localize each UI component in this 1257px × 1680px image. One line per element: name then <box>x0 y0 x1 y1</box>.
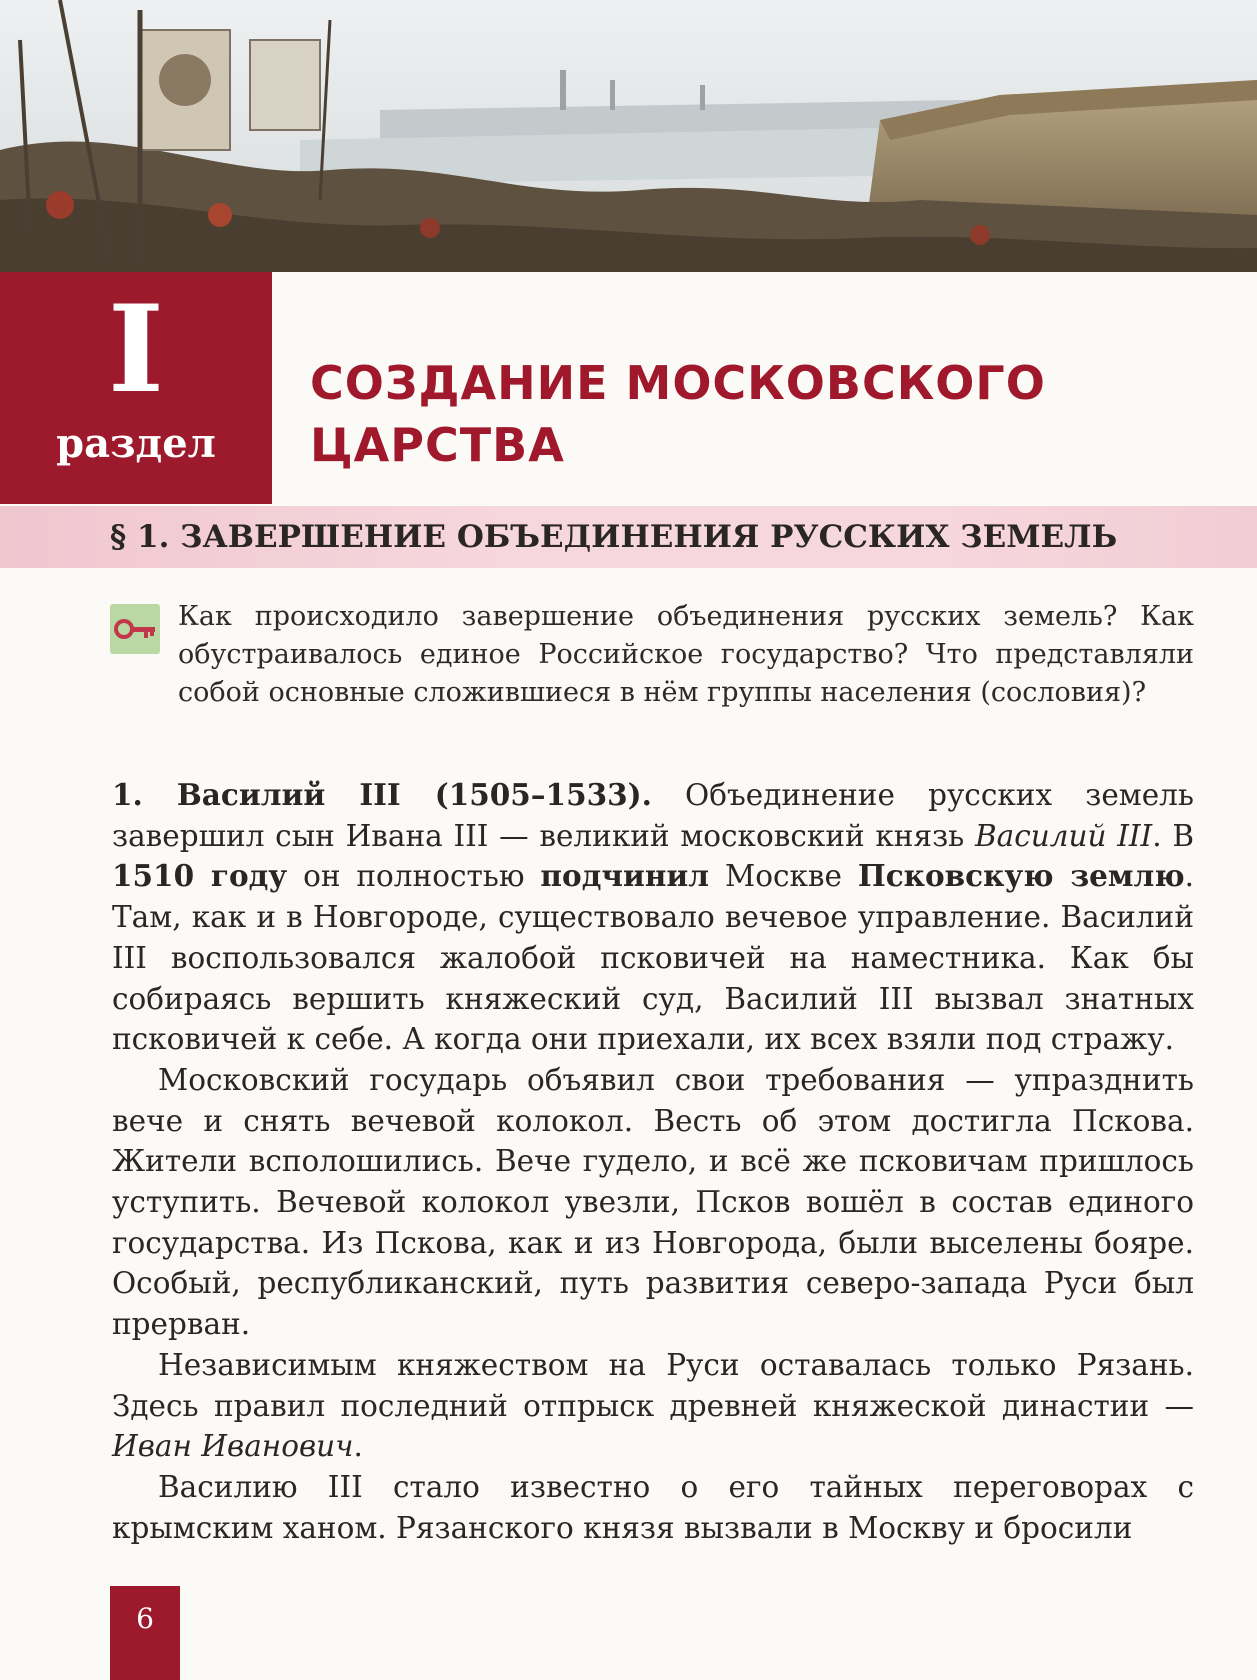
key-icon <box>110 604 160 654</box>
paragraph-2: Московский государь объявил свои требования — упразднить вече и снять вечевой колокол. Весть об этом достигла Пскова. Жители всполошились. Вече гудело, и всё же псковичам пришлось уступить. Вечевой колокол увезли, Псков вошёл в состав единого государства. Из Пскова, как и из Новгорода, были выселены бояре. Особый, республиканский, путь развития северо-запада Руси был прерван. <box>112 1062 1194 1342</box>
person-name: Василий III <box>974 818 1153 853</box>
banner-illustration <box>0 0 1257 272</box>
text-run: . В <box>1152 818 1194 853</box>
land-highlight: Псковскую землю <box>857 858 1185 894</box>
paragraph-heading: § 1. ЗАВЕРШЕНИЕ ОБЪЕДИНЕНИЯ РУССКИХ ЗЕМЕЛЬ <box>110 519 1118 555</box>
year-highlight: 1510 году <box>112 858 288 894</box>
text-run: Независимым княжеством на Руси оставалась только Рязань. Здесь правил последний отпрыск древней княжеской династии — <box>112 1347 1194 1423</box>
key-icon-graphic <box>110 604 160 654</box>
term-highlight: подчинил <box>540 858 710 894</box>
page-number: 6 <box>136 1602 154 1635</box>
person-name: Иван Иванович <box>112 1429 354 1464</box>
page-number-box <box>110 1586 180 1680</box>
paragraph-4: Василию III стало известно о его тайных переговорах с крымским ханом. Рязанского князя вызвали в Москву и бросили <box>112 1469 1194 1545</box>
intro-questions: Как происходило завершение объединения русских земель? Как обустраивалось единое Российское государство? Что представляли собой основные сложившиеся в нём группы населения (сословия)? <box>178 601 1194 708</box>
chapter-title-line2: ЦАРСТВА <box>310 418 565 472</box>
main-text <box>112 775 1194 1548</box>
section-numeral: I <box>107 279 165 420</box>
paragraph-1 <box>112 775 1194 1060</box>
text-run: . Там, как и в Новгороде, существовало вечевое управление. Василий III воспользовался жалобой псковичей на наместника. Как бы собираясь вершить княжеский суд, Василий III вызвал знатных псковичей к себе. А когда они приехали, их всех взяли под стражу. <box>112 859 1194 1057</box>
subsection-heading: 1. Василий III (1505–1533). <box>112 777 652 812</box>
banner-painting <box>0 0 1257 272</box>
chapter-title-line1: СОЗДАНИЕ МОСКОВСКОГО <box>310 356 1046 410</box>
text-run: . <box>353 1429 363 1464</box>
text-run: он полностью <box>287 859 541 894</box>
paragraph-3 <box>112 1345 1194 1467</box>
text-run: Москве <box>709 859 858 894</box>
text-run: Объединение русских земель завершил сын Ивана III — великий московский князь <box>112 778 1194 853</box>
section-label: раздел <box>56 420 216 467</box>
section-marker <box>0 272 272 504</box>
chapter-title <box>310 352 1230 476</box>
